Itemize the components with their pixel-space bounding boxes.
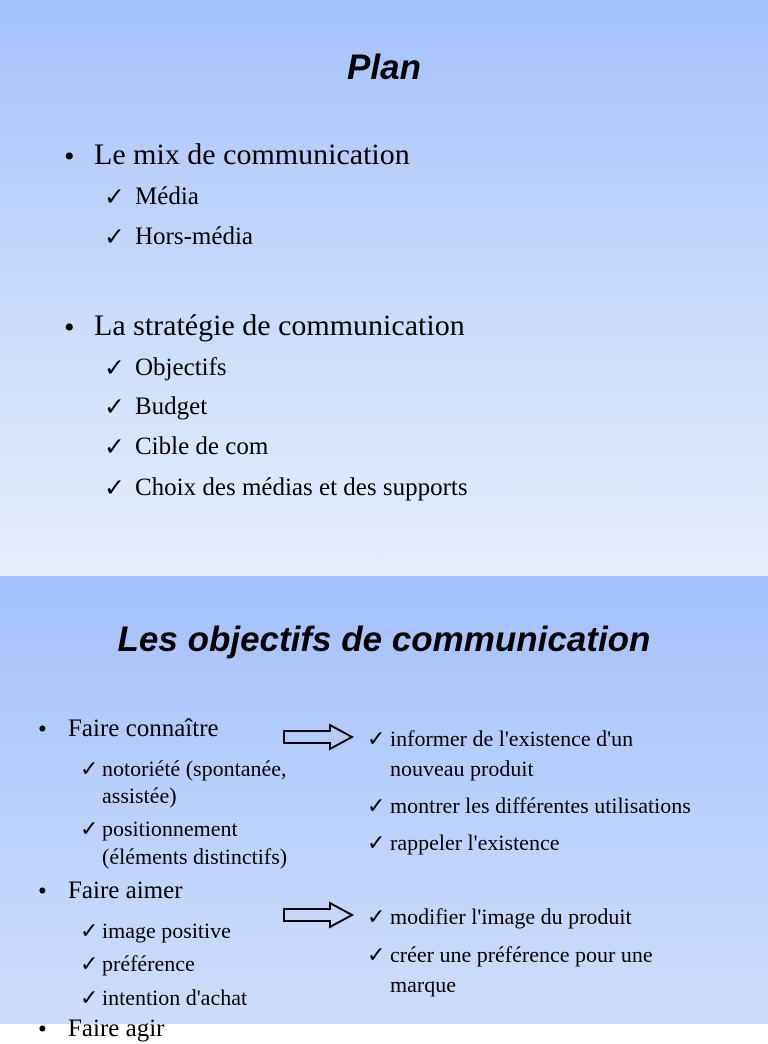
- check-icon: ✓: [80, 816, 99, 841]
- check-icon: ✓: [104, 394, 125, 421]
- arrow-right-icon: [282, 724, 354, 750]
- check-icon: ✓: [80, 951, 99, 976]
- check-icon: ✓: [367, 830, 386, 855]
- bullet-icon: •: [38, 878, 47, 905]
- list-item: Choix des médias et des supports: [135, 474, 468, 501]
- check-icon: ✓: [104, 184, 125, 211]
- list-item: intention d'achat: [102, 985, 248, 1010]
- check-icon: ✓: [367, 942, 386, 967]
- list-item: rappeler l'existence: [390, 830, 560, 855]
- slide-title: Plan: [347, 48, 421, 87]
- list-item: positionnement: [102, 816, 238, 841]
- section-label: Le mix de communication: [94, 138, 410, 171]
- slide-objectifs: [0, 576, 768, 1043]
- list-item: marque: [390, 972, 456, 997]
- check-icon: ✓: [367, 793, 386, 818]
- list-item: Budget: [135, 393, 208, 420]
- group-label: Faire aimer: [68, 877, 183, 904]
- check-icon: ✓: [104, 224, 125, 251]
- list-item: Cible de com: [135, 433, 269, 460]
- list-item: créer une préférence pour une: [390, 942, 653, 967]
- list-item: Hors-média: [135, 223, 254, 250]
- check-icon: ✓: [367, 726, 386, 751]
- list-item: (éléments distinctifs): [102, 844, 288, 869]
- section-label: La stratégie de communication: [94, 309, 465, 342]
- check-icon: ✓: [104, 434, 125, 461]
- arrow-right-icon: [282, 902, 354, 928]
- check-icon: ✓: [80, 985, 99, 1010]
- list-item: notoriété (spontanée,: [102, 756, 287, 781]
- bullet-icon: •: [38, 1016, 47, 1043]
- group-label: Faire connaître: [68, 715, 219, 742]
- list-item: assistée): [102, 783, 177, 808]
- check-icon: ✓: [80, 918, 99, 943]
- check-icon: ✓: [104, 475, 125, 502]
- list-item: image positive: [102, 918, 231, 943]
- group-label: Faire agir: [68, 1015, 165, 1042]
- list-item: modifier l'image du produit: [390, 904, 632, 929]
- bullet-icon: •: [64, 140, 75, 173]
- check-icon: ✓: [367, 904, 386, 929]
- check-icon: ✓: [104, 355, 125, 382]
- slide-title: Les objectifs de communication: [117, 620, 651, 659]
- list-item: préférence: [102, 951, 195, 976]
- list-item: nouveau produit: [390, 756, 534, 781]
- bullet-icon: •: [64, 311, 75, 344]
- list-item: montrer les différentes utilisations: [390, 793, 691, 818]
- list-item: Objectifs: [135, 354, 227, 381]
- list-item: Média: [135, 183, 199, 210]
- bullet-icon: •: [38, 716, 47, 743]
- list-item: informer de l'existence d'un: [390, 726, 634, 751]
- check-icon: ✓: [80, 756, 99, 781]
